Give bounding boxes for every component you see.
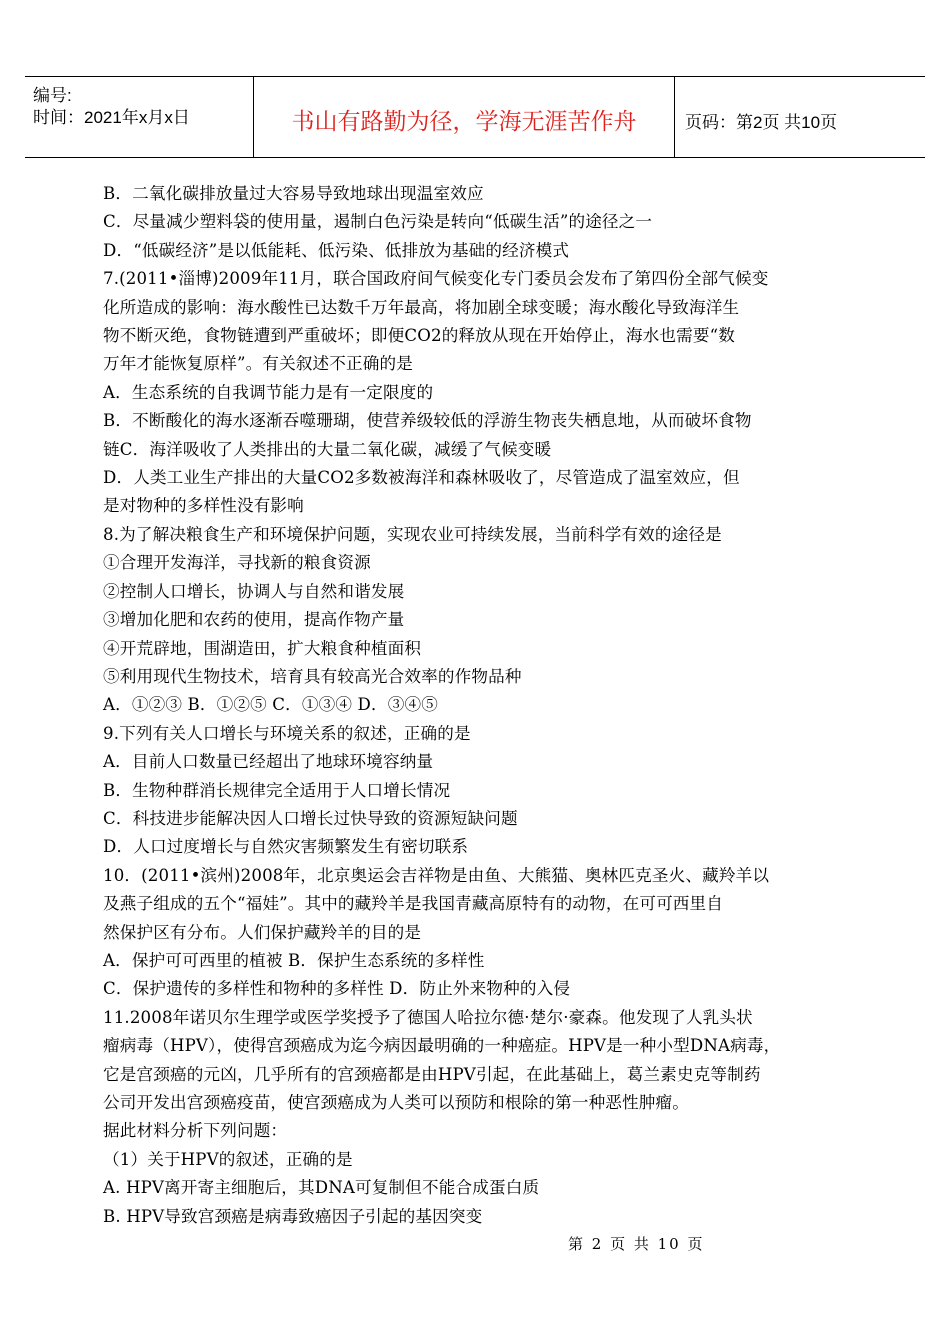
text-line: 链C．海洋吸收了人类排出的大量二氧化碳，减缓了气候变暖 <box>103 439 552 459</box>
question-9-line: 9.下列有关人口增长与环境关系的叙述，正确的是 <box>103 723 471 743</box>
number-label: 编号: <box>33 86 72 105</box>
time-label: 时间：2021年x月x日 <box>33 108 190 127</box>
options-line: C．保护遗传的多样性和物种的多样性 D．防止外来物种的入侵 <box>103 979 571 999</box>
text-line: 公司开发出宫颈癌疫苗，使宫颈癌成为人类可以预防和根除的第一种恶性肿瘤。 <box>103 1093 690 1112</box>
text-line: 是对物种的多样性没有影响 <box>103 496 304 516</box>
page-header <box>25 76 925 158</box>
text-line: ②控制人口增长，协调人与自然和谐发展 <box>103 581 405 601</box>
text-line: A．目前人口数量已经超出了地球环境容纳量 <box>103 752 434 772</box>
options-line: A．①②③ B．①②⑤ C．①③④ D．③④⑤ <box>103 695 438 715</box>
text-line: 瘤病毒（HPV），使得宫颈癌成为迄今病因最明确的一种癌症。HPV是一种小型DNA病毒， <box>103 1036 781 1056</box>
options-line: A．保护可可西里的植被 B．保护生态系统的多样性 <box>103 950 485 970</box>
text-line: ③增加化肥和农药的使用，提高作物产量 <box>103 610 405 630</box>
text-line: B．二氧化碳排放量过大容易导致地球出现温室效应 <box>103 184 484 203</box>
question-10-line: 10．(2011•滨州)2008年，北京奥运会吉祥物是由鱼、大熊猫、奥林匹克圣火、藏羚羊以 <box>103 865 770 885</box>
text-line: 及燕子组成的五个“福娃”。其中的藏羚羊是我国青藏高原特有的动物，在可可西里自 <box>103 894 724 914</box>
text-line: ①合理开发海洋，寻找新的粮食资源 <box>103 553 371 573</box>
header-page-number: 页码：第2页 共10页 <box>685 113 838 132</box>
text-line: 据此材料分析下列问题： <box>103 1121 288 1141</box>
text-line: D．人类工业生产排出的大量CO2多数被海洋和森林吸收了，尽管造成了温室效应，但 <box>103 468 740 488</box>
text-line: A．生态系统的自我调节能力是有一定限度的 <box>103 382 434 402</box>
text-line: C．科技进步能解决因人口增长过快导致的资源短缺问题 <box>103 808 518 828</box>
text-line: （1）关于HPV的叙述，正确的是 <box>103 1149 353 1169</box>
page-footer: 第 2 页 共 10 页 <box>568 1235 705 1253</box>
document-body <box>103 180 863 1231</box>
question-7-line: 7.(2011•淄博)2009年11月，联合国政府间气候变化专门委员会发布了第四份全部气候变 <box>103 269 769 289</box>
header-page-cell <box>675 77 925 157</box>
text-line: 化所造成的影响：海水酸性已达数千万年最高，将加剧全球变暖；海水酸化导致海洋生 <box>103 297 740 317</box>
question-8-line: 8.为了解决粮食生产和环境保护问题，实现农业可持续发展，当前科学有效的途径是 <box>103 524 722 544</box>
header-motto-cell <box>254 77 675 157</box>
text-line: A. HPV离开寄主细胞后，其DNA可复制但不能合成蛋白质 <box>103 1178 540 1198</box>
text-line: 万年才能恢复原样”。有关叙述不正确的是 <box>103 354 414 374</box>
header-info-cell <box>25 77 254 157</box>
motto-text: 书山有路勤为径，学海无涯苦作舟 <box>291 109 637 135</box>
text-line: B．生物种群消长规律完全适用于人口增长情况 <box>103 780 451 800</box>
text-line: 然保护区有分布。人们保护藏羚羊的目的是 <box>103 922 422 942</box>
text-line: C．尽量减少塑料袋的使用量，遏制白色污染是转向“低碳生活”的途径之一 <box>103 212 653 232</box>
text-line: B．不断酸化的海水逐渐吞噬珊瑚，使营养级较低的浮游生物丧失栖息地，从而破坏食物 <box>103 411 752 431</box>
text-line: ⑤利用现代生物技术，培育具有较高光合效率的作物品种 <box>103 666 522 686</box>
text-line: 物不断灭绝，食物链遭到严重破坏；即便CO2的释放从现在开始停止，海水也需要“数 <box>103 326 735 346</box>
text-line: D．“低碳经济”是以低能耗、低污染、低排放为基础的经济模式 <box>103 240 570 260</box>
text-line: B. HPV导致宫颈癌是病毒致癌因子引起的基因突变 <box>103 1206 483 1226</box>
text-line: D．人口过度增长与自然灾害频繁发生有密切联系 <box>103 837 469 857</box>
text-line: 它是宫颈癌的元凶，几乎所有的宫颈癌都是由HPV引起，在此基础上，葛兰素史克等制药 <box>103 1064 761 1084</box>
text-line: ④开荒辟地，围湖造田，扩大粮食种植面积 <box>103 638 422 658</box>
question-11-line: 11.2008年诺贝尔生理学或医学奖授予了德国人哈拉尔德·楚尔·豪森。他发现了人乳头状 <box>103 1007 753 1027</box>
